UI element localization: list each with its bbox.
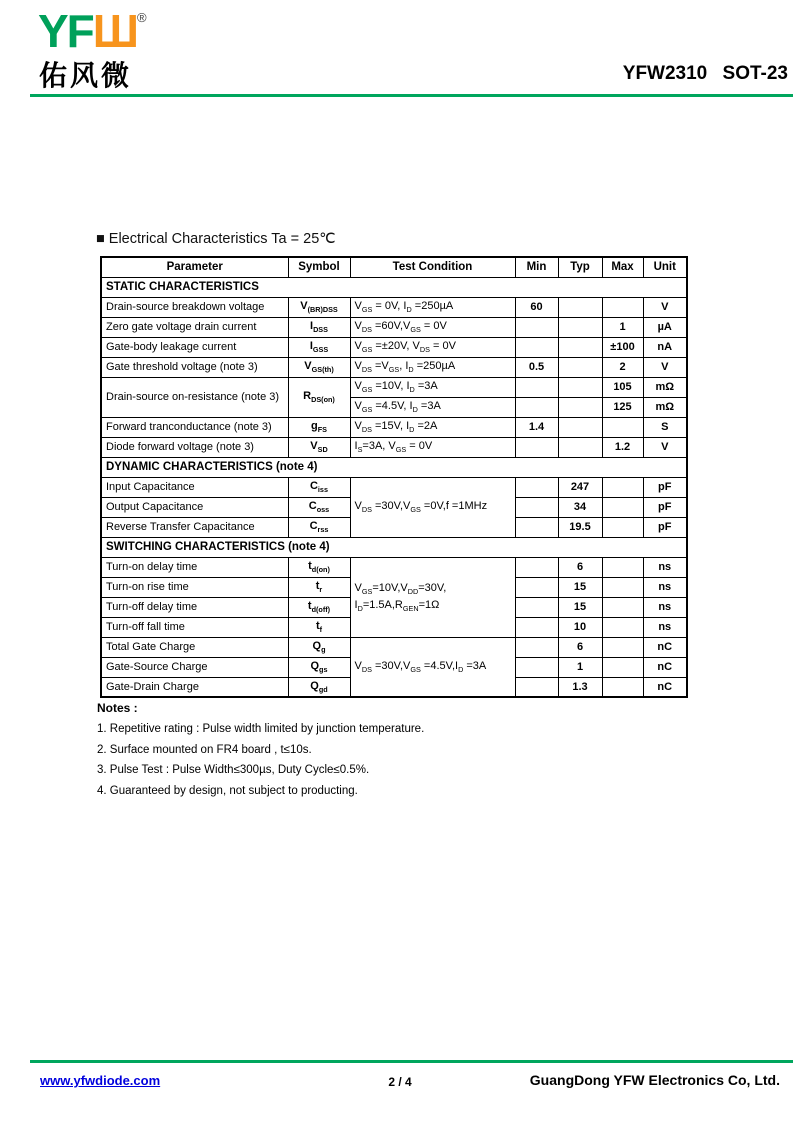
max-cell <box>602 297 643 317</box>
registered-trademark-icon: ® <box>137 10 147 25</box>
parameter-cell: Gate-Source Charge <box>101 657 288 677</box>
symbol-cell: $V_{GS(th)}$ <box>288 357 350 377</box>
min-cell <box>515 577 558 597</box>
max-cell <box>602 617 643 637</box>
typ-cell: 34 <box>558 497 602 517</box>
min-cell <box>515 477 558 497</box>
logo-text-orange: Ш <box>92 5 138 57</box>
max-cell: 2 <box>602 357 643 377</box>
parameter-cell: Input Capacitance <box>101 477 288 497</box>
unit-cell: ns <box>643 577 687 597</box>
symbol-cell: $t_f$ <box>288 617 350 637</box>
section-label: SWITCHING CHARACTERISTICS (note 4) <box>101 537 687 557</box>
parameter-cell: Turn-off fall time <box>101 617 288 637</box>
min-cell <box>515 497 558 517</box>
unit-cell: pF <box>643 497 687 517</box>
column-header-test-condition: Test Condition <box>350 257 515 277</box>
parameter-cell: Turn-on delay time <box>101 557 288 577</box>
typ-cell <box>558 317 602 337</box>
test-condition-cell: $V_{DS} =60V,V_{GS} = 0V$ <box>350 317 515 337</box>
test-condition-cell: $V_{DS} =V_{GS}$, $I_D =250\mu A$ <box>350 357 515 377</box>
symbol-cell: $Q_{gs}$ <box>288 657 350 677</box>
test-condition-cell: $V_{GS} =10V$, $I_D =3A$ <box>350 377 515 397</box>
unit-cell: nC <box>643 657 687 677</box>
min-cell: 60 <box>515 297 558 317</box>
table-row <box>101 637 687 657</box>
company-name: GuangDong YFW Electronics Co, Ltd. <box>529 1072 780 1088</box>
test-condition-cell: $V_{GS} = 0V$, $I_D =250\mu A$ <box>350 297 515 317</box>
parameter-cell: Drain-source on-resistance (note 3) <box>101 377 288 417</box>
table-row <box>101 357 687 377</box>
website-link[interactable]: www.yfwdiode.com <box>40 1073 161 1088</box>
max-cell <box>602 677 643 697</box>
min-cell <box>515 617 558 637</box>
unit-cell: mΩ <box>643 397 687 417</box>
parameter-cell: Gate-body leakage current <box>101 337 288 357</box>
min-cell <box>515 557 558 577</box>
typ-cell <box>558 397 602 417</box>
typ-cell: 15 <box>558 597 602 617</box>
column-header-max: Max <box>602 257 643 277</box>
note-item: 4. Guaranteed by design, not subject to producting. <box>97 784 358 797</box>
max-cell <box>602 417 643 437</box>
parameter-cell: Forward tranconductance (note 3) <box>101 417 288 437</box>
min-cell <box>515 637 558 657</box>
typ-cell: 1.3 <box>558 677 602 697</box>
notes-list <box>97 723 424 797</box>
table-row <box>101 297 687 317</box>
table-row <box>101 437 687 457</box>
typ-cell <box>558 337 602 357</box>
max-cell <box>602 597 643 617</box>
section-label: DYNAMIC CHARACTERISTICS (note 4) <box>101 457 687 477</box>
column-header-parameter: Parameter <box>101 257 288 277</box>
unit-cell: V <box>643 297 687 317</box>
typ-cell: 247 <box>558 477 602 497</box>
unit-cell: S <box>643 417 687 437</box>
max-cell: 105 <box>602 377 643 397</box>
max-cell <box>602 477 643 497</box>
unit-cell: pF <box>643 477 687 497</box>
min-cell <box>515 597 558 617</box>
header-divider <box>30 94 793 97</box>
symbol-cell: $g_{FS}$ <box>288 417 350 437</box>
unit-cell: nA <box>643 337 687 357</box>
symbol-cell: $V_{(BR)DSS}$ <box>288 297 350 317</box>
unit-cell: nC <box>643 637 687 657</box>
typ-cell <box>558 437 602 457</box>
notes-section <box>97 701 424 805</box>
symbol-cell: $I_{DSS}$ <box>288 317 350 337</box>
yfw-logo <box>38 5 138 57</box>
parameter-cell: Turn-on rise time <box>101 577 288 597</box>
parameter-cell: Gate-Drain Charge <box>101 677 288 697</box>
unit-cell: µA <box>643 317 687 337</box>
test-condition-cell: $V_{DS} =30V,V_{GS} =4.5V,I_D =3A$ <box>350 637 515 697</box>
test-condition-cell: $V_{DS} =30V,V_{GS} =0V,f =1MHz$ <box>350 477 515 537</box>
symbol-cell: $I_{GSS}$ <box>288 337 350 357</box>
section-heading: ■ Electrical Characteristics Ta = 25℃ <box>96 231 336 247</box>
notes-title: Notes : <box>97 701 138 715</box>
section-label: STATIC CHARACTERISTICS <box>101 277 687 297</box>
table-row <box>101 337 687 357</box>
parameter-cell: Drain-source breakdown voltage <box>101 297 288 317</box>
typ-cell <box>558 377 602 397</box>
parameter-cell: Reverse Transfer Capacitance <box>101 517 288 537</box>
typ-cell: 6 <box>558 557 602 577</box>
unit-cell: ns <box>643 597 687 617</box>
min-cell <box>515 677 558 697</box>
table-row <box>101 377 687 397</box>
min-cell <box>515 377 558 397</box>
symbol-cell: $V_{SD}$ <box>288 437 350 457</box>
typ-cell: 15 <box>558 577 602 597</box>
max-cell: 1.2 <box>602 437 643 457</box>
min-cell <box>515 437 558 457</box>
symbol-cell: $t_{d(on)}$ <box>288 557 350 577</box>
logo-chinese-name: 佑风微 <box>39 60 133 91</box>
test-condition-cell: $V_{DS} =15V$, $I_D =2A$ <box>350 417 515 437</box>
test-condition-cell: $V_{GS}=10V,V_{DD}=30V$, $I_D=1.5A,R_{GEN}=1\Omega$ <box>350 557 515 637</box>
parameter-cell: Output Capacitance <box>101 497 288 517</box>
table-header-row <box>101 257 687 277</box>
min-cell <box>515 337 558 357</box>
typ-cell <box>558 357 602 377</box>
parameter-cell: Turn-off delay time <box>101 597 288 617</box>
unit-cell: pF <box>643 517 687 537</box>
note-item: 3. Pulse Test : Pulse Width≤300µs, Duty Cycle≤0.5%. <box>97 764 370 777</box>
symbol-cell: $C_{rss}$ <box>288 517 350 537</box>
note-item: 1. Repetitive rating : Pulse width limited by junction temperature. <box>97 723 425 735</box>
section-row <box>101 537 687 557</box>
max-cell <box>602 557 643 577</box>
typ-cell: 19.5 <box>558 517 602 537</box>
unit-cell: mΩ <box>643 377 687 397</box>
table-row <box>101 557 687 577</box>
parameter-cell: Diode forward voltage (note 3) <box>101 437 288 457</box>
min-cell: 0.5 <box>515 357 558 377</box>
parameter-cell: Zero gate voltage drain current <box>101 317 288 337</box>
test-condition-cell: $V_{GS} =\pm 20V$, $V_{DS} = 0V$ <box>350 337 515 357</box>
unit-cell: V <box>643 357 687 377</box>
typ-cell <box>558 297 602 317</box>
note-item: 2. Surface mounted on FR4 board , t≤10s. <box>97 743 312 756</box>
min-cell <box>515 657 558 677</box>
unit-cell: V <box>643 437 687 457</box>
test-condition-cell: $V_{GS} =4.5V$, $I_D =3A$ <box>350 397 515 417</box>
symbol-cell: $t_{d(off)}$ <box>288 597 350 617</box>
column-header-symbol: Symbol <box>288 257 350 277</box>
unit-cell: ns <box>643 557 687 577</box>
symbol-cell: $t_r$ <box>288 577 350 597</box>
electrical-characteristics-table <box>100 256 688 698</box>
min-cell <box>515 517 558 537</box>
max-cell: ±100 <box>602 337 643 357</box>
min-cell <box>515 397 558 417</box>
section-row <box>101 457 687 477</box>
column-header-unit: Unit <box>643 257 687 277</box>
typ-cell <box>558 417 602 437</box>
max-cell <box>602 577 643 597</box>
table-row <box>101 417 687 437</box>
max-cell <box>602 517 643 537</box>
logo-text-green: YF <box>38 5 93 57</box>
page-number: 2 / 4 <box>388 1075 412 1089</box>
min-cell <box>515 317 558 337</box>
symbol-cell: $C_{oss}$ <box>288 497 350 517</box>
min-cell: 1.4 <box>515 417 558 437</box>
column-header-typ: Typ <box>558 257 602 277</box>
symbol-cell: $R_{DS(on)}$ <box>288 377 350 417</box>
max-cell <box>602 637 643 657</box>
section-row <box>101 277 687 297</box>
max-cell: 125 <box>602 397 643 417</box>
unit-cell: ns <box>643 617 687 637</box>
test-condition-cell: $I_S=3A$, $V_{GS} = 0V$ <box>350 437 515 457</box>
table-row <box>101 477 687 497</box>
column-header-min: Min <box>515 257 558 277</box>
parameter-cell: Gate threshold voltage (note 3) <box>101 357 288 377</box>
page-title: YFW2310 SOT-23 <box>622 63 788 84</box>
symbol-cell: $C_{iss}$ <box>288 477 350 497</box>
max-cell <box>602 497 643 517</box>
symbol-cell: $Q_g$ <box>288 637 350 657</box>
max-cell: 1 <box>602 317 643 337</box>
typ-cell: 1 <box>558 657 602 677</box>
unit-cell: nC <box>643 677 687 697</box>
symbol-cell: $Q_{gd}$ <box>288 677 350 697</box>
footer-divider <box>30 1060 793 1063</box>
parameter-cell: Total Gate Charge <box>101 637 288 657</box>
typ-cell: 10 <box>558 617 602 637</box>
table-row <box>101 317 687 337</box>
max-cell <box>602 657 643 677</box>
typ-cell: 6 <box>558 637 602 657</box>
